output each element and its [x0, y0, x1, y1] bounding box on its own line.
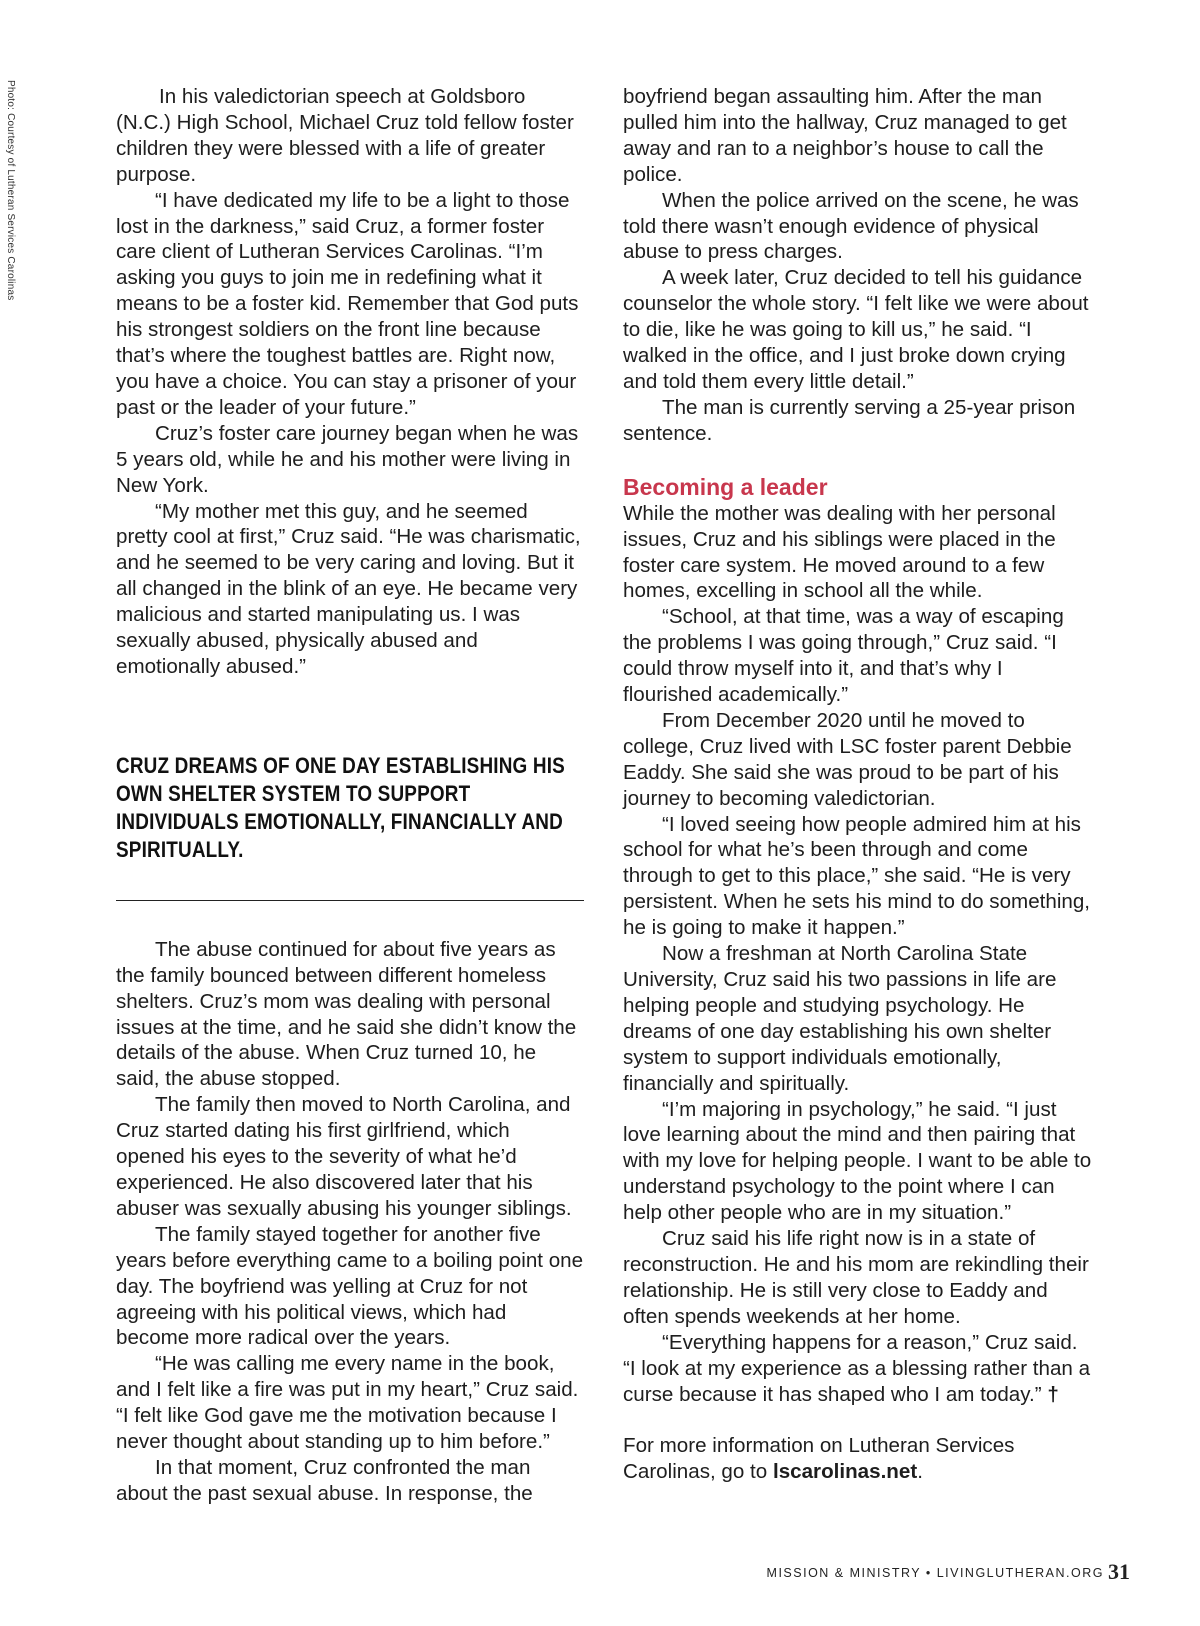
body-paragraph: The abuse continued for about five years as the family bounced between different homeless shelters. Cruz’s mom was dealing with personal issues at the time, and he said she didn’t know the details of the abuse. When Cruz turned 10, he said, the abuse stopped.: [116, 937, 577, 1091]
body-paragraph: Now a freshman at North Carolina State University, Cruz said his two passions in life are helping people and studying psychology. He dreams of one day establishing his own shelter system to support individuals emotionally, financially and spiritually.: [623, 942, 1057, 1095]
more-info-end: .: [917, 1460, 923, 1484]
photo-credit: Photo: Courtesy of Lutheran Services Carolinas: [5, 80, 16, 301]
pull-quote-divider: [116, 900, 584, 901]
body-paragraph: The family then moved to North Carolina, and Cruz started dating his first girlfriend, which opened his eyes to the severity of what he’d experienced. He also discovered later that his abuser was sexually abusing his younger siblings.: [116, 1093, 572, 1220]
article-column-left: [116, 84, 584, 1507]
section-heading: Becoming a leader: [623, 473, 828, 500]
website-link[interactable]: lscarolinas.net: [772, 1460, 918, 1484]
body-paragraph: “I have dedicated my life to be a light to those lost in the darkness,” said Cruz, a former foster care client of Lutheran Services Carolinas. “I’m asking you guys to join me in redefining what it means to be a foster kid. Remember that God puts his strongest soldiers on the front line because that’s where the toughest battles are. Right now, you have a choice. You can stay a prisoner of your past or the leader of your future.”: [116, 188, 579, 419]
body-paragraph: “He was calling me every name in the book, and I felt like a fire was put in my heart,” Cruz said. “I felt like God gave me the motivation because I never thought about standing up to him before.”: [116, 1352, 579, 1454]
article-column-right: [623, 84, 1093, 1485]
body-paragraph: In his valedictorian speech at Goldsboro (N.C.) High School, Michael Cruz told fellow foster children they were blessed with a life of greater purpose.: [116, 85, 574, 186]
pull-quote: CRUZ DREAMS OF ONE DAY ESTABLISHING HIS OWN SHELTER SYSTEM TO SUPPORT INDIVIDUALS EMOTIONALLY, FINANCIALLY AND SPIRITUALLY.: [116, 752, 565, 862]
body-paragraph: Cruz said his life right now is in a state of reconstruction. He and his mom are rekindling their relationship. He is still very close to Eaddy and often spends weekends at her home.: [623, 1227, 1089, 1328]
body-paragraph: The family stayed together for another five years before everything came to a boiling point one day. The boyfriend was yelling at Cruz for not agreeing with his political views, which had become more radical over the years.: [116, 1222, 584, 1350]
paragraph-spacer: [623, 1407, 1093, 1433]
page-number: 31: [1108, 1559, 1130, 1584]
footer-section-label: MISSION & MINISTRY • LIVINGLUTHERAN.ORG: [766, 1566, 1104, 1580]
body-paragraph: While the mother was dealing with her personal issues, Cruz and his siblings were placed in the foster care system. He moved around to a few homes, excelling in school all the while.: [623, 501, 1056, 603]
cross-end-mark-icon: †: [1047, 1382, 1059, 1406]
body-paragraph: “My mother met this guy, and he seemed pretty cool at first,” Cruz said. “He was charismatic, and he seemed to be very caring and loving. But it all changed in the blink of an eye. He became very malicious and started manipulating us. I was sexually abused, physically abused and emotionally abused.”: [116, 499, 581, 678]
page-footer: [767, 1559, 1130, 1585]
body-paragraph: Cruz’s foster care journey began when he was 5 years old, while he and his mother were living in New York.: [116, 421, 579, 497]
body-paragraph: boyfriend began assaulting him. After the man pulled him into the hallway, Cruz managed to get away and ran to a neighbor’s house to call the police.: [623, 85, 1067, 186]
more-info-text: For more information on Lutheran Services Carolinas, go to: [623, 1434, 1015, 1484]
body-paragraph-final: [623, 1330, 1093, 1408]
final-paragraph-text: “Everything happens for a reason,” Cruz said. “I look at my experience as a blessing rather than a curse because it has shaped who I am today.”: [623, 1330, 1091, 1406]
body-paragraph: The man is currently serving a 25-year prison sentence.: [623, 395, 1076, 445]
body-paragraph: “School, at that time, was a way of escaping the problems I was going through,” Cruz said. “I could throw myself into it, and that’s why I flourished academically.”: [623, 605, 1064, 707]
body-paragraph: “I loved seeing how people admired him at his school for what he’s been through and come through to get to this place,” she said. “He is very persistent. When he sets his mind to do something, he is going to make it happen.”: [623, 812, 1091, 940]
body-paragraph: A week later, Cruz decided to tell his guidance counselor the whole story. “I felt like we were about to die, like he was going to kill us,” he said. “I walked in the office, and I just broke down crying and told them every little detail.”: [623, 266, 1089, 393]
body-paragraph: In that moment, Cruz confronted the man about the past sexual abuse. In response, the: [116, 1455, 533, 1505]
more-info-paragraph: [623, 1433, 1093, 1485]
body-paragraph: From December 2020 until he moved to college, Cruz lived with LSC foster parent Debbie Eaddy. She said she was proud to be part of his journey to becoming valedictorian.: [623, 708, 1072, 810]
body-paragraph: When the police arrived on the scene, he was told there wasn’t enough evidence of physical abuse to press charges.: [623, 188, 1079, 264]
body-paragraph: “I’m majoring in psychology,” he said. “I just love learning about the mind and then pairing that with my love for helping people. I want to be able to understand psychology to the point where I can help other people who are in my situation.”: [623, 1097, 1092, 1225]
